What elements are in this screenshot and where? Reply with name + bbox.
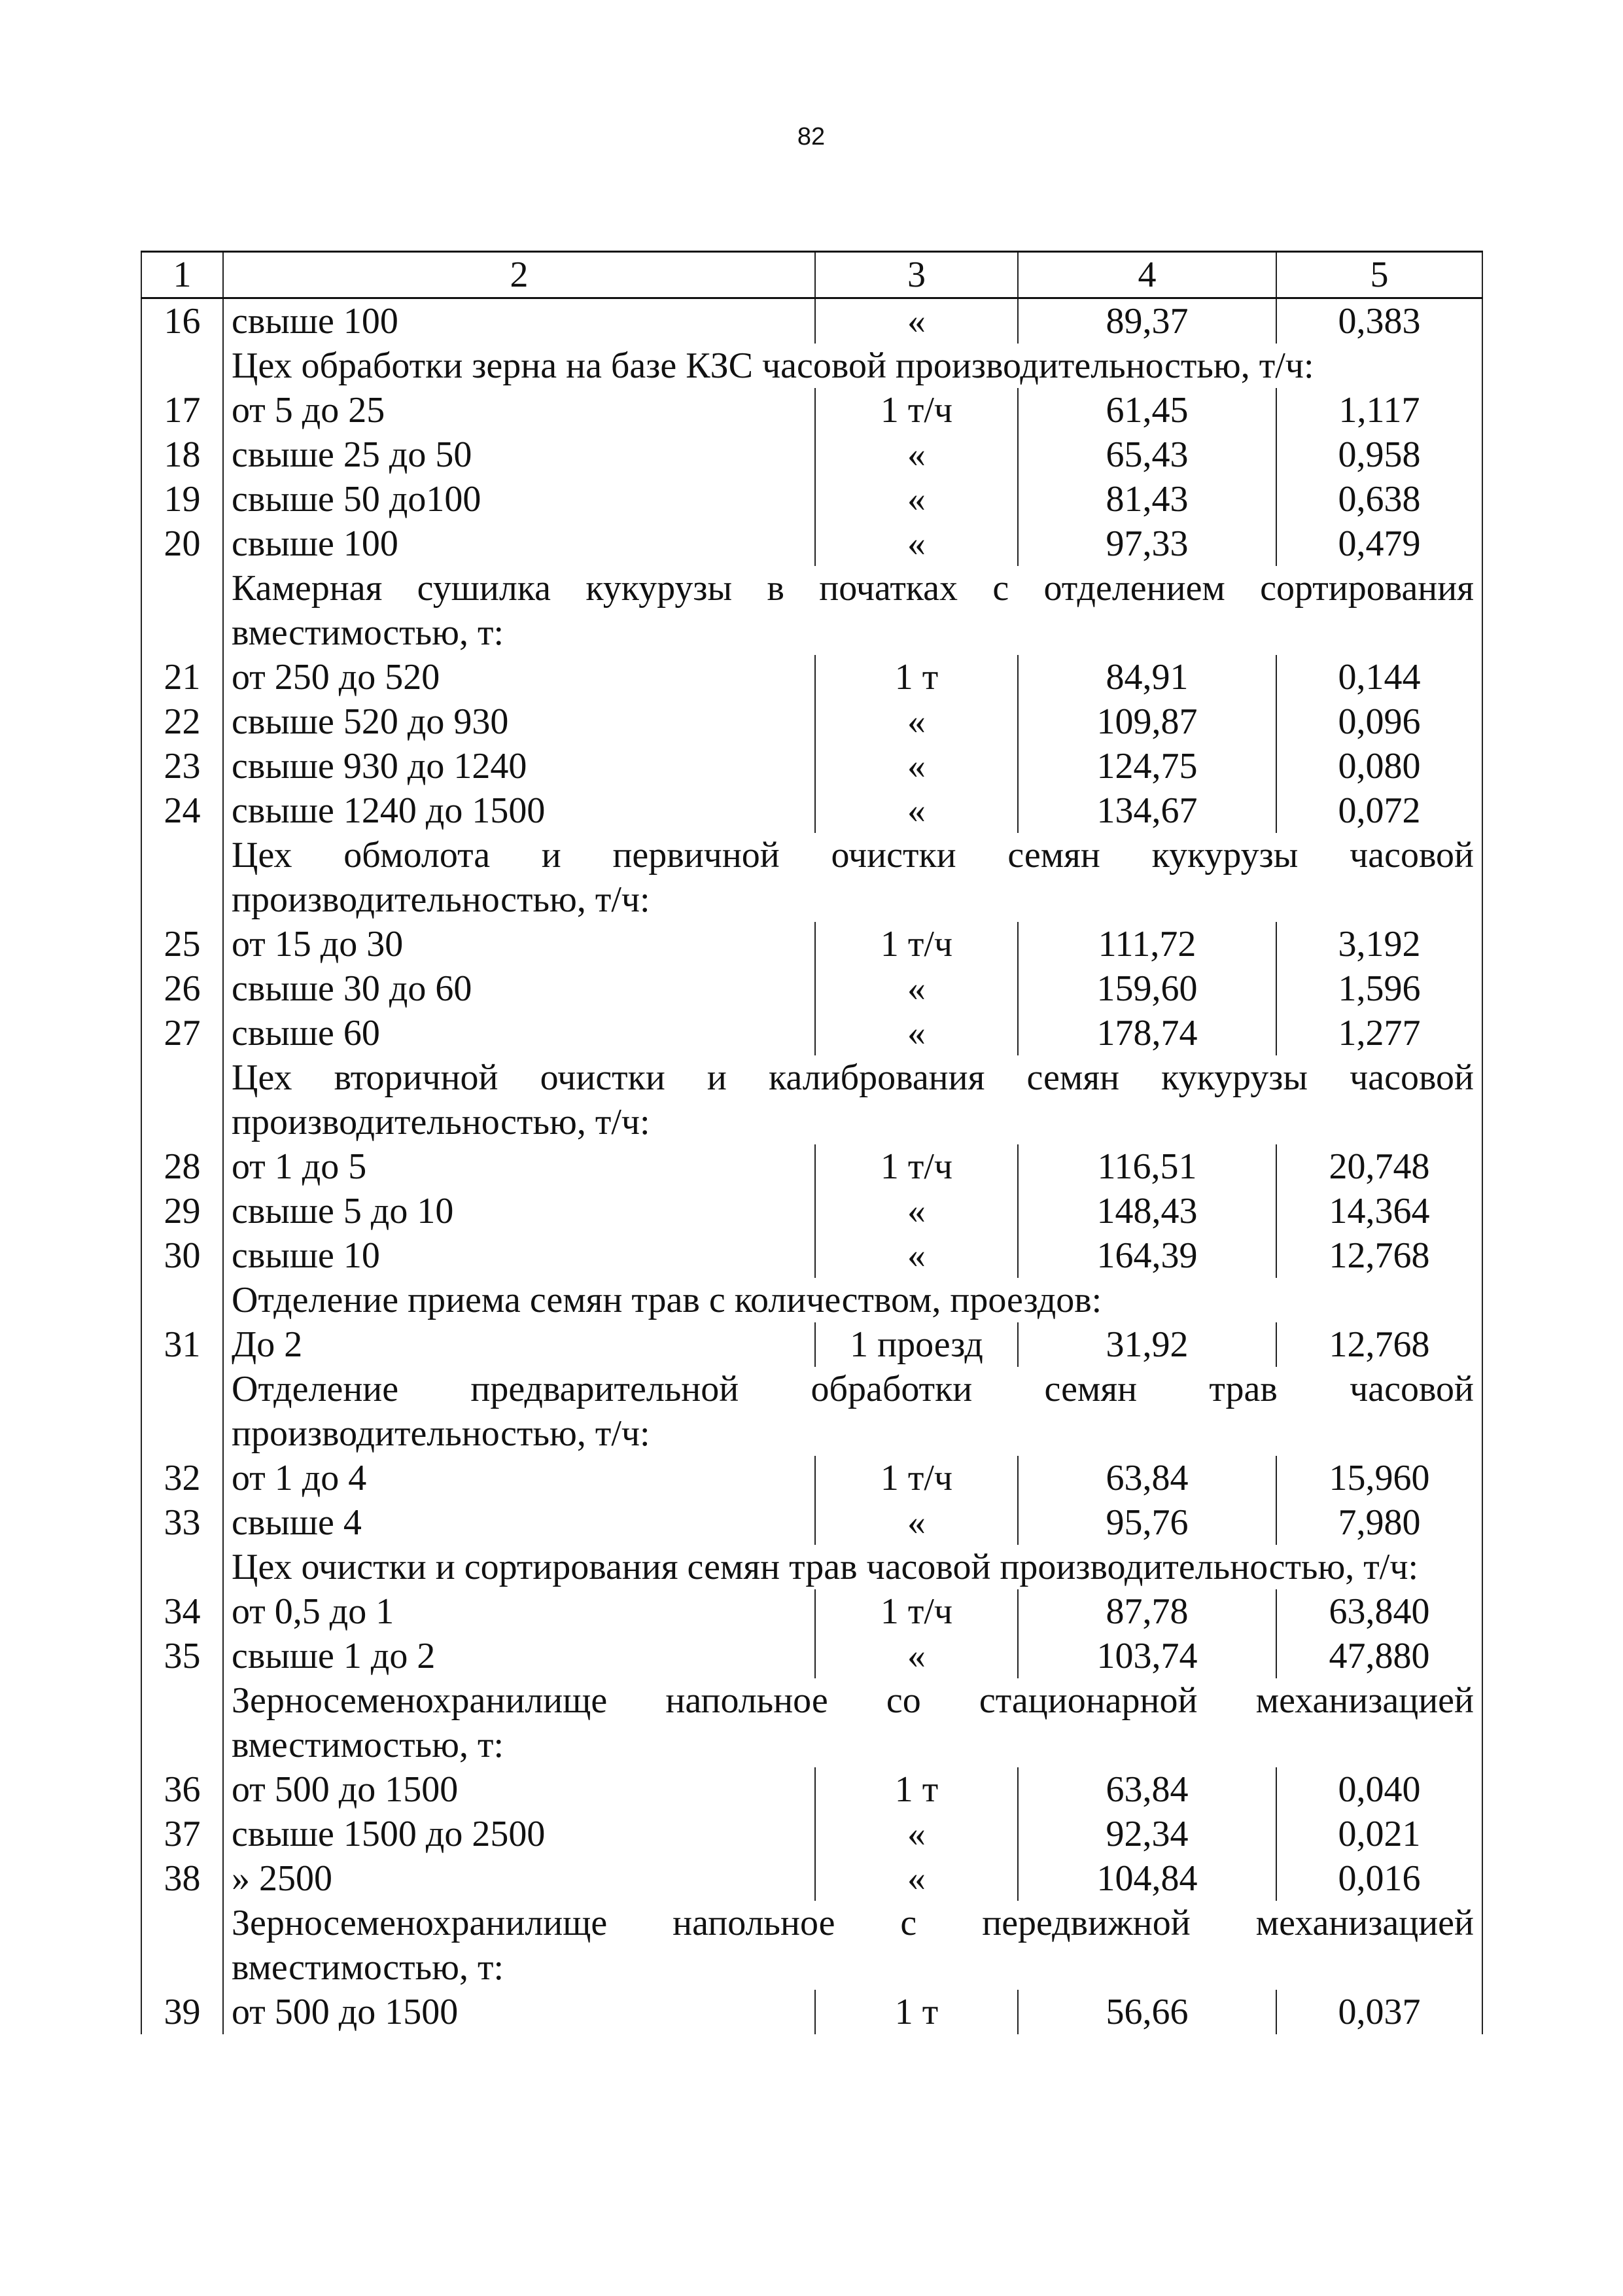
row-number: 27 [141, 1011, 223, 1055]
row-number: 37 [141, 1812, 223, 1856]
row-number: 25 [141, 922, 223, 966]
value-col-5: 12,768 [1276, 1322, 1482, 1367]
section-heading-row [141, 1545, 1482, 1589]
value-col-5: 0,479 [1276, 521, 1482, 566]
norms-table [141, 251, 1483, 2034]
unit-cell: 1 т [815, 655, 1018, 699]
object-name: от 250 до 520 [223, 655, 815, 699]
value-col-5: 0,072 [1276, 788, 1482, 833]
object-name: свыше 1500 до 2500 [223, 1812, 815, 1856]
value-col-4: 92,34 [1018, 1812, 1276, 1856]
column-number-header [141, 252, 1482, 298]
value-col-5: 0,096 [1276, 699, 1482, 744]
value-col-4: 56,66 [1018, 1990, 1276, 2034]
section-heading: Цех обмолота и первичной очистки семян кукурузы часовой производительностью, т/ч: [223, 833, 1482, 922]
value-col-4: 65,43 [1018, 433, 1276, 477]
object-name: » 2500 [223, 1856, 815, 1901]
object-name: свыше 50 до100 [223, 477, 815, 521]
value-col-4: 124,75 [1018, 744, 1276, 788]
object-name: свыше 10 [223, 1233, 815, 1278]
value-col-5: 47,880 [1276, 1634, 1482, 1678]
unit-cell: « [815, 699, 1018, 744]
object-name: от 500 до 1500 [223, 1990, 815, 2034]
value-col-4: 61,45 [1018, 388, 1276, 433]
header-col-3: 3 [815, 252, 1018, 298]
unit-cell: 1 т/ч [815, 1144, 1018, 1189]
object-name: от 1 до 4 [223, 1456, 815, 1500]
section-heading: Зерносеменохранилище напольное со стационарной механизацией вместимостью, т: [223, 1678, 1482, 1767]
table-row [141, 1856, 1482, 1901]
value-col-4: 89,37 [1018, 298, 1276, 344]
object-name: свыше 4 [223, 1500, 815, 1545]
row-number: 17 [141, 388, 223, 433]
value-col-5: 7,980 [1276, 1500, 1482, 1545]
row-number: 28 [141, 1144, 223, 1189]
object-name: свыше 30 до 60 [223, 966, 815, 1011]
unit-cell: 1 т/ч [815, 388, 1018, 433]
row-number: 31 [141, 1322, 223, 1367]
value-col-4: 111,72 [1018, 922, 1276, 966]
value-col-5: 3,192 [1276, 922, 1482, 966]
row-number: 20 [141, 521, 223, 566]
row-number-cell [141, 1055, 223, 1144]
row-number-cell [141, 833, 223, 922]
row-number-cell [141, 344, 223, 388]
row-number: 38 [141, 1856, 223, 1901]
unit-cell: « [815, 521, 1018, 566]
object-name: от 1 до 5 [223, 1144, 815, 1189]
row-number: 21 [141, 655, 223, 699]
object-name: свыше 25 до 50 [223, 433, 815, 477]
object-name: от 500 до 1500 [223, 1767, 815, 1812]
row-number-cell [141, 1278, 223, 1322]
row-number-cell [141, 1367, 223, 1456]
value-col-5: 0,144 [1276, 655, 1482, 699]
object-name: До 2 [223, 1322, 815, 1367]
table-row [141, 655, 1482, 699]
value-col-5: 0,040 [1276, 1767, 1482, 1812]
value-col-4: 109,87 [1018, 699, 1276, 744]
section-heading-row [141, 1055, 1482, 1144]
row-number: 33 [141, 1500, 223, 1545]
unit-cell: « [815, 298, 1018, 344]
table-row [141, 1011, 1482, 1055]
section-heading: Камерная сушилка кукурузы в початках с отделением сортирования вместимостью, т: [223, 566, 1482, 655]
row-number: 34 [141, 1589, 223, 1634]
row-number: 22 [141, 699, 223, 744]
section-heading-row [141, 833, 1482, 922]
value-col-4: 164,39 [1018, 1233, 1276, 1278]
section-heading-row [141, 344, 1482, 388]
table-row [141, 521, 1482, 566]
table-row [141, 1189, 1482, 1233]
table-row [141, 1990, 1482, 2034]
table-row [141, 433, 1482, 477]
table-body [141, 298, 1482, 2035]
value-col-5: 1,277 [1276, 1011, 1482, 1055]
value-col-5: 14,364 [1276, 1189, 1482, 1233]
value-col-5: 1,596 [1276, 966, 1482, 1011]
row-number: 16 [141, 298, 223, 344]
section-heading-row [141, 1678, 1482, 1767]
row-number: 19 [141, 477, 223, 521]
table-row [141, 966, 1482, 1011]
unit-cell: 1 проезд [815, 1322, 1018, 1367]
object-name: от 15 до 30 [223, 922, 815, 966]
unit-cell: « [815, 1233, 1018, 1278]
value-col-5: 63,840 [1276, 1589, 1482, 1634]
row-number-cell [141, 1545, 223, 1589]
table-row [141, 388, 1482, 433]
unit-cell: 1 т [815, 1767, 1018, 1812]
value-col-4: 87,78 [1018, 1589, 1276, 1634]
unit-cell: 1 т [815, 1990, 1018, 2034]
unit-cell: « [815, 1011, 1018, 1055]
value-col-4: 95,76 [1018, 1500, 1276, 1545]
header-col-2: 2 [223, 252, 815, 298]
unit-cell: « [815, 433, 1018, 477]
table-row [141, 788, 1482, 833]
section-heading: Отделение приема семян трав с количеством, проездов: [223, 1278, 1482, 1322]
value-col-4: 148,43 [1018, 1189, 1276, 1233]
object-name: свыше 5 до 10 [223, 1189, 815, 1233]
row-number: 23 [141, 744, 223, 788]
section-heading-row [141, 1278, 1482, 1322]
object-name: от 5 до 25 [223, 388, 815, 433]
table-row [141, 922, 1482, 966]
value-col-5: 1,117 [1276, 388, 1482, 433]
value-col-5: 0,080 [1276, 744, 1482, 788]
table-row [141, 699, 1482, 744]
object-name: от 0,5 до 1 [223, 1589, 815, 1634]
unit-cell: « [815, 744, 1018, 788]
value-col-4: 159,60 [1018, 966, 1276, 1011]
row-number: 26 [141, 966, 223, 1011]
unit-cell: « [815, 966, 1018, 1011]
section-heading-row [141, 1901, 1482, 1990]
unit-cell: « [815, 477, 1018, 521]
table-row [141, 298, 1482, 344]
page-number: 82 [797, 123, 826, 150]
row-number: 32 [141, 1456, 223, 1500]
table-row [141, 477, 1482, 521]
row-number: 35 [141, 1634, 223, 1678]
section-heading-row [141, 566, 1482, 655]
header-col-5: 5 [1276, 252, 1482, 298]
header-col-1: 1 [141, 252, 223, 298]
object-name: свыше 930 до 1240 [223, 744, 815, 788]
value-col-4: 97,33 [1018, 521, 1276, 566]
table-row [141, 1144, 1482, 1189]
value-col-5: 0,021 [1276, 1812, 1482, 1856]
table-row [141, 1634, 1482, 1678]
object-name: свыше 100 [223, 521, 815, 566]
value-col-4: 31,92 [1018, 1322, 1276, 1367]
value-col-5: 0,037 [1276, 1990, 1482, 2034]
value-col-4: 84,91 [1018, 655, 1276, 699]
table-row [141, 1456, 1482, 1500]
unit-cell: 1 т/ч [815, 1456, 1018, 1500]
unit-cell: « [815, 1189, 1018, 1233]
unit-cell: 1 т/ч [815, 1589, 1018, 1634]
table-row [141, 1589, 1482, 1634]
row-number: 29 [141, 1189, 223, 1233]
section-heading-row [141, 1367, 1482, 1456]
row-number-cell [141, 1901, 223, 1990]
object-name: свыше 60 [223, 1011, 815, 1055]
unit-cell: « [815, 788, 1018, 833]
value-col-4: 63,84 [1018, 1767, 1276, 1812]
table-row [141, 1812, 1482, 1856]
unit-cell: 1 т/ч [815, 922, 1018, 966]
section-heading: Цех вторичной очистки и калибрования семян кукурузы часовой производительностью, т/ч: [223, 1055, 1482, 1144]
row-number: 24 [141, 788, 223, 833]
section-heading: Зерносеменохранилище напольное с передвижной механизацией вместимостью, т: [223, 1901, 1482, 1990]
unit-cell: « [815, 1500, 1018, 1545]
value-col-4: 103,74 [1018, 1634, 1276, 1678]
row-number: 30 [141, 1233, 223, 1278]
unit-cell: « [815, 1856, 1018, 1901]
value-col-5: 20,748 [1276, 1144, 1482, 1189]
table-row [141, 1233, 1482, 1278]
value-col-4: 81,43 [1018, 477, 1276, 521]
section-heading: Цех очистки и сортирования семян трав часовой производительностью, т/ч: [223, 1545, 1482, 1589]
value-col-5: 0,016 [1276, 1856, 1482, 1901]
object-name: свыше 1 до 2 [223, 1634, 815, 1678]
row-number-cell [141, 566, 223, 655]
object-name: свыше 520 до 930 [223, 699, 815, 744]
object-name: свыше 100 [223, 298, 815, 344]
value-col-5: 0,383 [1276, 298, 1482, 344]
row-number: 36 [141, 1767, 223, 1812]
row-number: 39 [141, 1990, 223, 2034]
unit-cell: « [815, 1812, 1018, 1856]
table-row [141, 744, 1482, 788]
row-number-cell [141, 1678, 223, 1767]
value-col-5: 12,768 [1276, 1233, 1482, 1278]
header-col-4: 4 [1018, 252, 1276, 298]
value-col-5: 15,960 [1276, 1456, 1482, 1500]
row-number: 18 [141, 433, 223, 477]
object-name: свыше 1240 до 1500 [223, 788, 815, 833]
section-heading: Цех обработки зерна на базе КЗС часовой производительностью, т/ч: [223, 344, 1482, 388]
value-col-4: 134,67 [1018, 788, 1276, 833]
value-col-5: 0,638 [1276, 477, 1482, 521]
value-col-4: 116,51 [1018, 1144, 1276, 1189]
section-heading: Отделение предварительной обработки семян трав часовой производительностью, т/ч: [223, 1367, 1482, 1456]
table-row [141, 1767, 1482, 1812]
value-col-4: 104,84 [1018, 1856, 1276, 1901]
unit-cell: « [815, 1634, 1018, 1678]
table-row [141, 1500, 1482, 1545]
value-col-4: 63,84 [1018, 1456, 1276, 1500]
value-col-5: 0,958 [1276, 433, 1482, 477]
table-row [141, 1322, 1482, 1367]
value-col-4: 178,74 [1018, 1011, 1276, 1055]
